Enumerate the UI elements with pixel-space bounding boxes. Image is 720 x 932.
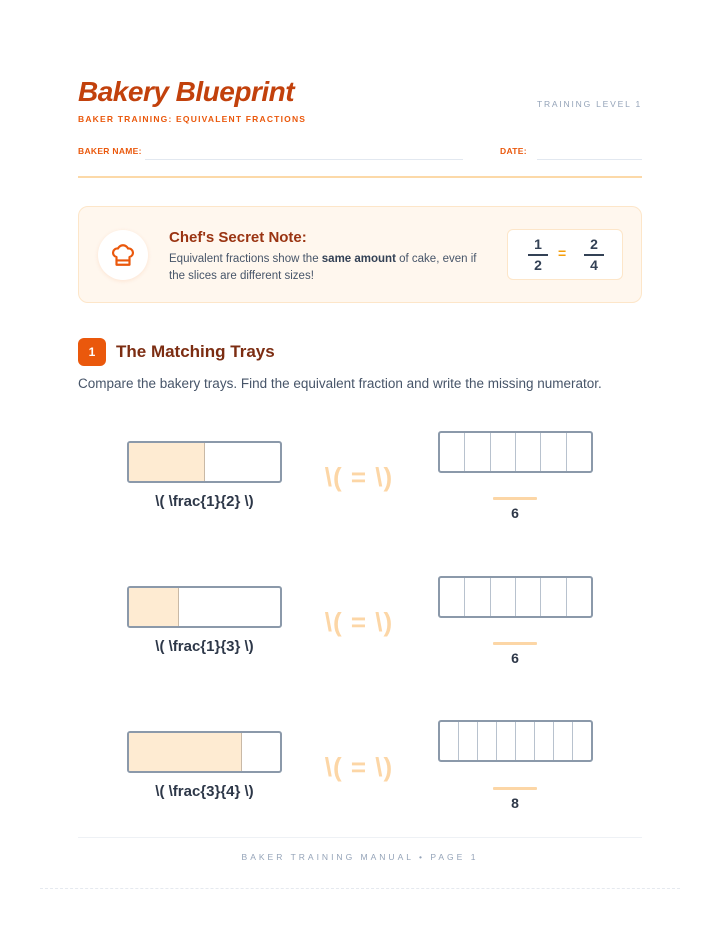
equals-sign: \( = \) [324, 752, 394, 782]
tray-slot [465, 433, 490, 471]
tray-slot [541, 578, 566, 616]
tray-slot [491, 433, 516, 471]
footer-divider [78, 837, 642, 838]
tray-slot [440, 578, 465, 616]
baker-name-label: BAKER NAME: [78, 146, 142, 156]
tray-slot [554, 722, 573, 760]
footer-text: BAKER TRAINING MANUAL • PAGE 1 [241, 852, 479, 862]
numerator-answer-blank[interactable] [493, 497, 537, 500]
left-tray-3 [127, 731, 282, 773]
left-tray-2 [127, 586, 282, 628]
example-fraction-left: 1 2 [528, 236, 548, 274]
denominator-label: 8 [511, 795, 519, 811]
tray-slot [497, 722, 516, 760]
denominator-label: 6 [511, 650, 519, 666]
tray-fill [129, 588, 179, 626]
numerator-answer-blank[interactable] [493, 642, 537, 645]
numerator-answer-blank[interactable] [493, 787, 537, 790]
tray-slot [491, 578, 516, 616]
page-edge-dash [40, 888, 680, 889]
chef-hat-icon-badge [98, 230, 148, 280]
denominator-label: 6 [511, 505, 519, 521]
chef-hat-icon [110, 242, 136, 268]
tray-slot [541, 433, 566, 471]
tray-slot [573, 722, 591, 760]
tray-slot [567, 433, 591, 471]
tray-slot [459, 722, 478, 760]
tray-slot [516, 578, 541, 616]
tray-fill [129, 443, 205, 481]
example-fraction-right: 2 4 [584, 236, 604, 274]
tray-slot [535, 722, 554, 760]
note-title: Chef's Secret Note: [169, 229, 307, 246]
tray-fraction-label: \( \frac{1}{2} \) [155, 493, 254, 510]
tray-fraction-label: \( \frac{1}{3} \) [155, 638, 254, 655]
example-fraction-card [507, 229, 623, 280]
equals-sign: \( = \) [324, 462, 394, 492]
training-level: TRAINING LEVEL 1 [536, 99, 642, 109]
header-divider [78, 176, 642, 178]
right-tray-3 [438, 720, 593, 762]
section-number-badge: 1 [78, 338, 106, 366]
worksheet-subtitle: BAKER TRAINING: EQUIVALENT FRACTIONS [78, 114, 307, 124]
tray-slot [440, 433, 465, 471]
tray-slot [567, 578, 591, 616]
tray-slot [478, 722, 497, 760]
tray-fraction-label: \( \frac{3}{4} \) [155, 783, 254, 800]
section-instructions: Compare the bakery trays. Find the equivalent fraction and write the missing numerator. [78, 376, 602, 391]
left-tray-1 [127, 441, 282, 483]
right-tray-2 [438, 576, 593, 618]
tray-slot [516, 433, 541, 471]
date-field[interactable] [537, 159, 642, 160]
section-title: The Matching Trays [116, 342, 275, 361]
baker-name-field[interactable] [145, 159, 463, 160]
note-text: Equivalent fractions show the same amount of cake, even if the slices are different sizes! [169, 253, 477, 282]
right-tray-1 [438, 431, 593, 473]
note-emphasis: same amount [321, 253, 396, 265]
tray-slot [516, 722, 535, 760]
chef-note-box [78, 206, 642, 303]
tray-fill [129, 733, 242, 771]
example-equals: = [558, 245, 567, 261]
equals-sign: \( = \) [324, 607, 394, 637]
tray-slot [465, 578, 490, 616]
tray-slot [440, 722, 459, 760]
brand-title: Bakery Blueprint [78, 76, 295, 107]
date-label: DATE: [500, 146, 527, 156]
